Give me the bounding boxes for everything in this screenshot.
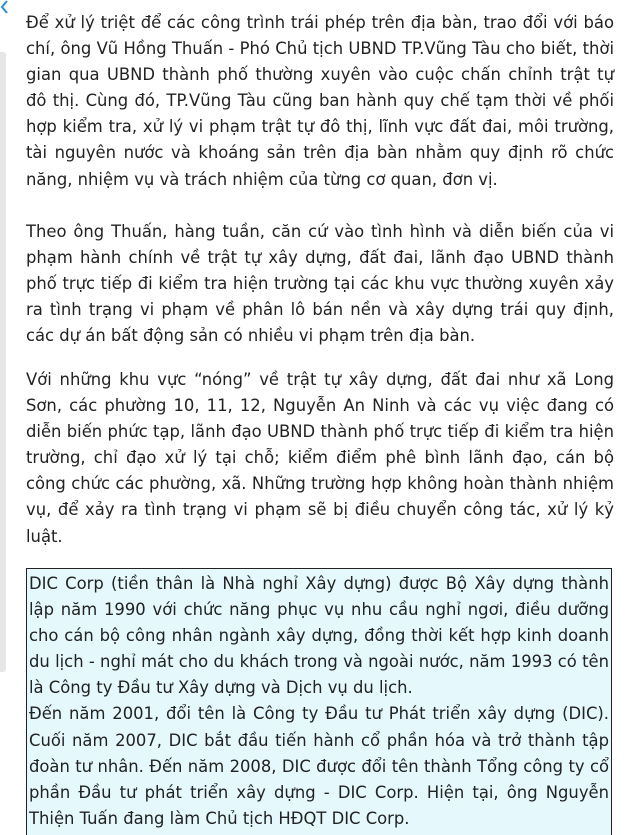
chevron-icon	[0, 0, 10, 22]
article-paragraph: Để xử lý triệt để các công trình trái phép trên địa bàn, trao đổi với báo chí, ông Vũ Hồng Thuấn - Phó Chủ tịch UBND TP.Vũng Tàu cho biết, thời gian qua UBND thành phố thường xuyên vào cuộc chấn chỉnh trật tự đô thị. Cùng đó, TP.Vũng Tàu cũng ban hành quy chế tạm thời về phối hợp kiểm tra, xử lý vi phạm trật tự đô thị, lĩnh vực đất đai, môi trường, tài nguyên nước và khoáng sản trên địa bàn nhằm quy định rõ chức năng, nhiệm vụ và trách nhiệm của từng cơ quan, đơn vị.	[26, 13, 614, 189]
info-box-paragraph: Đến năm 2001, đổi tên là Công ty Đầu tư Phát triển xây dựng (DIC). Cuối năm 2007, DIC bắt đầu tiến hành cổ phần hóa và trở thành tập đoàn tư nhân. Đến năm 2008, DIC được đổi tên thành Tổng công ty cổ phần Đầu tư phát triển xây dựng - DIC Corp. Hiện tại, ông Nguyễn Thiện Tuấn đang làm Chủ tịch HĐQT DIC Corp.	[29, 704, 609, 828]
info-box-paragraph: DIC Corp (tiền thân là Nhà nghỉ Xây dựng) được Bộ Xây dựng thành lập năm 1990 với chức năng phục vụ nhu cầu nghỉ ngơi, điều dưỡng cho cán bộ công nhân ngành xây dựng, đồng thời kết hợp kinh doanh du lịch - nghỉ mát cho du khách trong và ngoài nước, năm 1993 có tên là Công ty Đầu tư Xây dựng và Dịch vụ du lịch.	[29, 574, 609, 698]
info-box	[26, 568, 612, 835]
article-paragraph: Theo ông Thuấn, hàng tuần, căn cứ vào tình hình và diễn biến của vi phạm hành chính về trật tự xây dựng, đất đai, lãnh đạo UBND thành phố trực tiếp đi kiểm tra hiện trường tại các khu vực thường xuyên xảy ra tình trạng vi phạm về phân lô bán nền và xây dựng trái quy định, các dự án bất động sản có nhiều vi phạm trên địa bàn.	[26, 222, 614, 346]
article-paragraph: Với những khu vực “nóng” về trật tự xây dựng, đất đai như xã Long Sơn, các phường 10, 11, 12, Nguyễn An Ninh và các vụ việc đang có diễn biến phức tạp, lãnh đạo UBND thành phố trực tiếp đi kiểm tra hiện trường, chỉ đạo xử lý tại chỗ; kiểm điểm phê bình lãnh đạo, cán bộ công chức các phường, xã. Những trường hợp không hoàn thành nhiệm vụ, để xảy ra tình trạng vi phạm sẽ bị điều chuyển công tác, xử lý kỷ luật.	[26, 370, 614, 546]
scroll-edge	[0, 52, 6, 672]
